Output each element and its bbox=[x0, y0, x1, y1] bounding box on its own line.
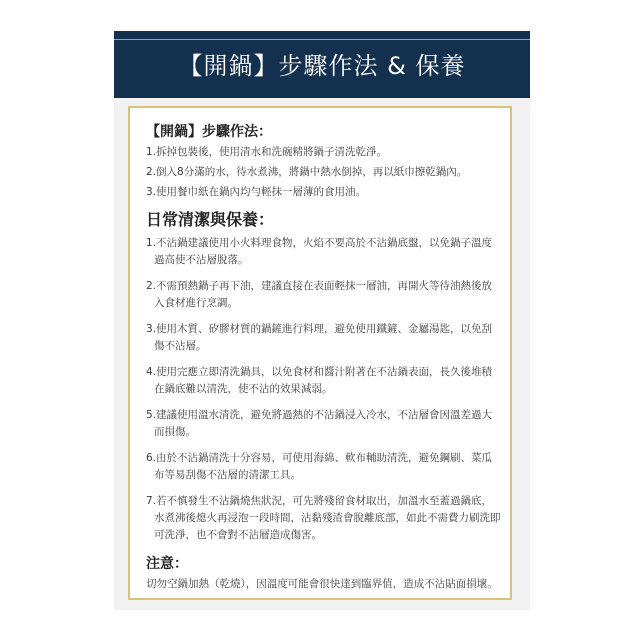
seasoning-step: 2.倒入8分滿的水，待水煮沸，將鍋中熱水倒掉，再以紙巾擦乾鍋內。 bbox=[146, 166, 468, 178]
note-heading: 注意： bbox=[146, 556, 188, 572]
card-content bbox=[146, 122, 502, 593]
care-item: 2.不需預熱鍋子再下油，建議直接在表面輕抹一層油，再開火等待油熱後放入食材進行烹調。 bbox=[146, 280, 493, 309]
care-item: 5.建議使用溫水清洗，避免將過熱的不沾鍋浸入冷水，不沾層會因溫差過大而損傷。 bbox=[146, 409, 493, 438]
banner-title: 【開鍋】步驟作法 & 保養 bbox=[178, 52, 466, 80]
care-item: 3.使用木質、矽膠材質的鍋鏟進行料理，避免使用鐵鏟、金屬湯匙，以免刮傷不沾層。 bbox=[146, 323, 493, 352]
note-text: 切勿空鍋加熱（乾燒），因溫度可能會很快達到臨界值，造成不沾貼面損壞。 bbox=[146, 578, 498, 590]
instruction-card bbox=[128, 106, 512, 600]
title-banner bbox=[114, 31, 530, 98]
care-item: 1.不沾鍋建議使用小火料理食物，火焰不要高於不沾鍋底盤，以免鍋子溫度過高使不沾層脫落。 bbox=[146, 237, 493, 266]
seasoning-step: 3.使用餐巾紙在鍋內均勻輕抹一層薄的食用油。 bbox=[146, 186, 367, 198]
care-item: 4.使用完應立即清洗鍋具，以免食材和醬汁附著在不沾鍋表面，長久後堆積在鍋底難以清洗，使不沾的效果減弱。 bbox=[146, 366, 493, 395]
care-item: 7.若不慎發生不沾鍋燒焦狀況，可先將殘留食材取出，加溫水至蓋過鍋底，水煮沸後熄火再浸泡一段時間，沾黏殘渣會脫離底部，如此不需費力刷洗即可洗淨，也不會對不沾層造成傷害。 bbox=[146, 495, 501, 541]
section-heading-seasoning: 【開鍋】步驟作法： bbox=[146, 124, 272, 140]
banner-divider bbox=[114, 39, 530, 40]
seasoning-step: 1.拆掉包裝後，使用清水和洗碗精將鍋子清洗乾淨。 bbox=[146, 146, 388, 158]
section-heading-care: 日常清潔與保養： bbox=[146, 210, 275, 229]
care-item: 6.由於不沾鍋清洗十分容易，可使用海綿、軟布輔助清洗，避免鋼刷、菜瓜布等易刮傷不沾層的清潔工具。 bbox=[146, 452, 493, 481]
